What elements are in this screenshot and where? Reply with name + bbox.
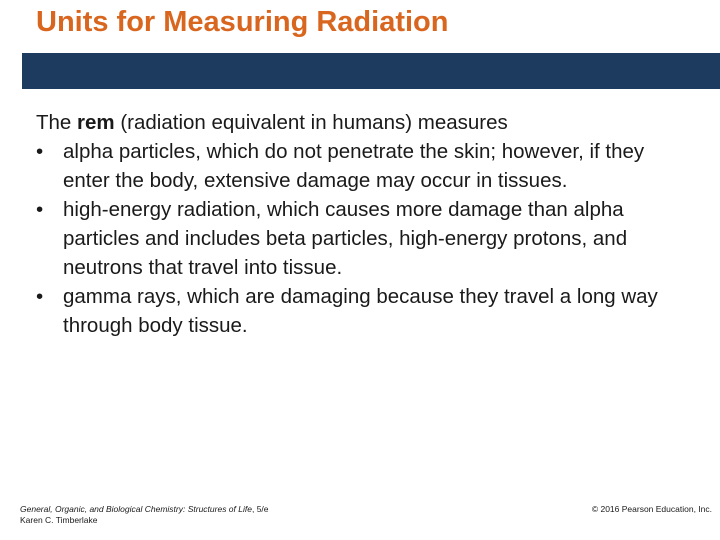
footer-book-line xyxy=(20,504,269,515)
footer-book-title: General, Organic, and Biological Chemistry: Structures of Life xyxy=(20,504,252,514)
footer-copyright: © 2016 Pearson Education, Inc. xyxy=(591,504,712,514)
bullet-icon: • xyxy=(36,140,44,163)
bullet-item xyxy=(36,137,676,195)
footer-author: Karen C. Timberlake xyxy=(20,515,98,525)
intro-prefix: The xyxy=(36,111,78,134)
slide-body xyxy=(36,108,676,340)
bullet-text: high-energy radiation, which causes more damage than alpha particles and includes beta particles, high-energy protons, and neutrons that travel into tissue. xyxy=(63,198,628,279)
intro-text xyxy=(36,108,676,137)
slide-title: Units for Measuring Radiation xyxy=(36,6,449,38)
footer-edition: , 5/e xyxy=(251,504,269,514)
title-bar xyxy=(22,53,720,89)
bullet-item xyxy=(36,282,676,340)
intro-suffix: (radiation equivalent in humans) measures xyxy=(114,111,508,134)
bullet-icon: • xyxy=(36,198,44,221)
bullet-text: alpha particles, which do not penetrate the skin; however, if they enter the body, extensive damage may occur in tissues. xyxy=(63,140,645,192)
bullet-icon: • xyxy=(36,285,44,308)
bullet-item xyxy=(36,195,676,282)
footer-citation xyxy=(20,504,269,526)
intro-term: rem xyxy=(77,111,115,134)
bullet-text: gamma rays, which are damaging because they travel a long way through body tissue. xyxy=(63,285,658,337)
bullet-list xyxy=(36,137,676,340)
